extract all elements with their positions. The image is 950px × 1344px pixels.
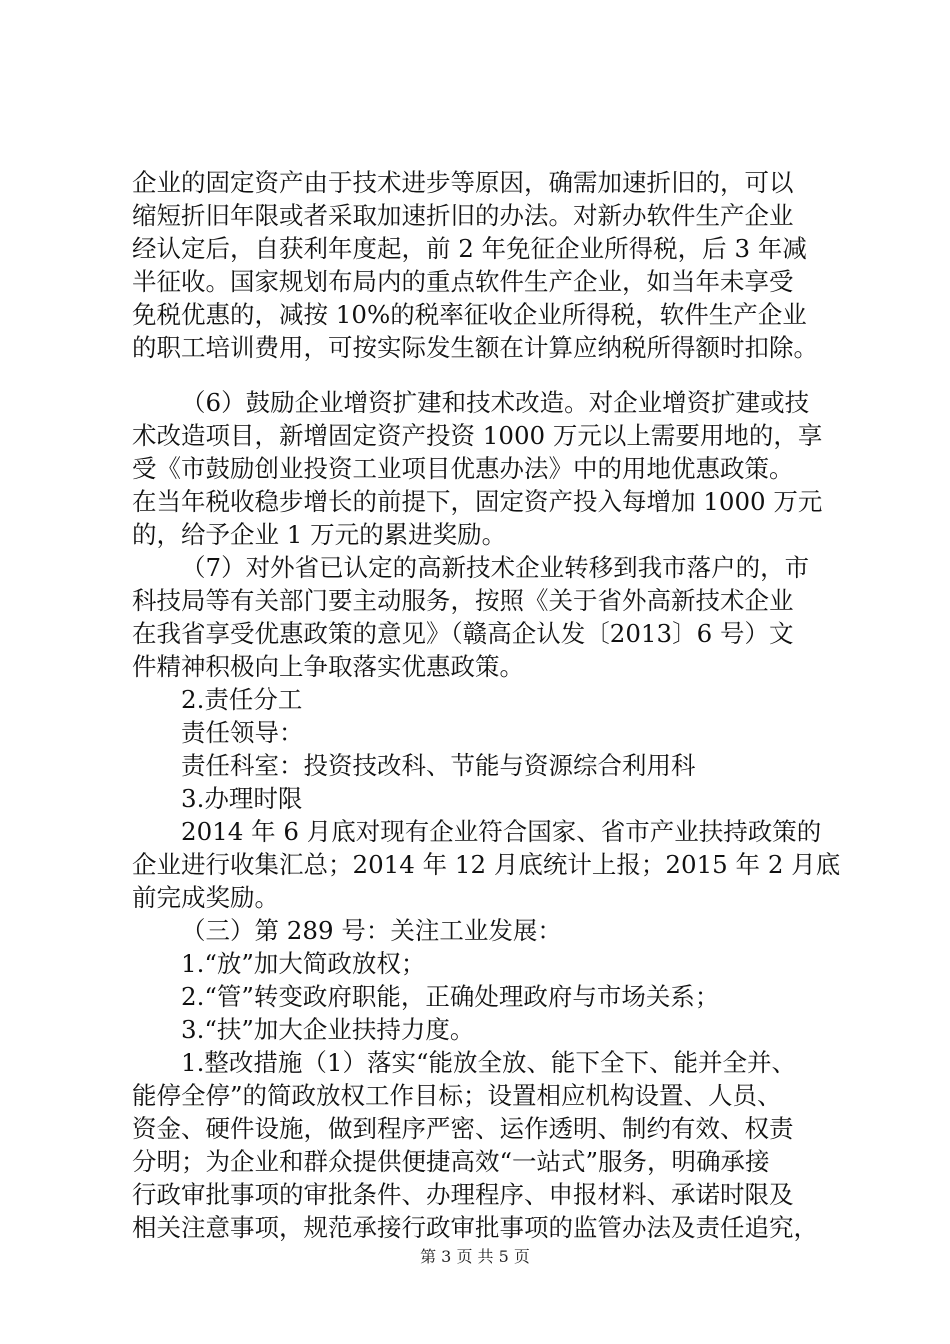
paragraph-measures [132, 1046, 844, 1244]
text-line: 经认定后，自获利年度起，前 2 年免征企业所得税，后 3 年减 [132, 234, 807, 263]
page-footer: 第 3 页 共 5 页 [420, 1247, 530, 1266]
list-item: 3.“扶”加大企业扶持力度。 [181, 1015, 475, 1044]
paragraph-item-6 [132, 386, 844, 551]
text-line: 企业的固定资产由于技术进步等原因，确需加速折旧的，可以 [132, 168, 794, 197]
list-item: 2.“管”转变政府职能，正确处理政府与市场关系； [181, 982, 720, 1011]
text-line: 科技局等有关部门要主动服务，按照《关于省外高新技术企业 [132, 586, 794, 615]
text-line: 半征收。国家规划布局内的重点软件生产企业，如当年未享受 [132, 267, 794, 296]
paragraph-item-7 [132, 551, 844, 683]
responsibility-heading: 2.责任分工 [181, 685, 303, 714]
text-line: 资金、硬件设施，做到程序严密、运作透明、制约有效、权责 [132, 1114, 794, 1143]
text-line: 2014 年 6 月底对现有企业符合国家、省市产业扶持政策的 [181, 817, 822, 846]
text-line: （6）鼓励企业增资扩建和技术改造。对企业增资扩建或技 [181, 388, 810, 417]
document-body [132, 166, 844, 1244]
section-3-list [132, 947, 844, 1046]
text-line: 分明；为企业和群众提供便捷高效“一站式”服务，明确承接 [132, 1147, 770, 1176]
text-line: 免税优惠的，减按 10%的税率征收企业所得税，软件生产企业 [132, 300, 807, 329]
text-line: 缩短折旧年限或者采取加速折旧的办法。对新办软件生产企业 [132, 201, 794, 230]
text-line: （7）对外省已认定的高新技术企业转移到我市落户的，市 [181, 553, 810, 582]
text-line: 受《市鼓励创业投资工业项目优惠办法》中的用地优惠政策。 [132, 454, 794, 483]
list-item: 1.“放”加大简政放权； [181, 949, 426, 978]
text-line: 的，给予企业 1 万元的累进奖励。 [132, 520, 507, 549]
text-line: 在当年税收稳步增长的前提下，固定资产投入每增加 1000 万元 [132, 487, 823, 516]
text-line: 前完成奖励。 [132, 883, 279, 912]
paragraph-deadline [132, 815, 844, 914]
text-line: 件精神积极向上争取落实优惠政策。 [132, 652, 524, 681]
paragraph-depreciation [132, 166, 844, 364]
responsible-department: 责任科室：投资技改科、节能与资源综合利用科 [181, 751, 696, 780]
text-line: 在我省享受优惠政策的意见》（赣高企认发〔2013〕6 号）文 [132, 619, 794, 648]
text-line: 能停全停”的简政放权工作目标；设置相应机构设置、人员、 [132, 1081, 782, 1110]
text-line: 企业进行收集汇总；2014 年 12 月底统计上报；2015 年 2 月底 [132, 850, 841, 879]
text-line: 行政审批事项的审批条件、办理程序、申报材料、承诺时限及 [132, 1180, 794, 1209]
text-line: 1.整改措施（1）落实“能放全放、能下全下、能并全并、 [181, 1048, 796, 1077]
deadline-heading: 3.办理时限 [181, 784, 303, 813]
text-line: 相关注意事项，规范承接行政审批事项的监管办法及责任追究， [132, 1213, 818, 1242]
responsible-leader: 责任领导： [181, 718, 304, 747]
text-line: 术改造项目，新增固定资产投资 1000 万元以上需要用地的，享 [132, 421, 823, 450]
section-3-heading: （三）第 289 号：关注工业发展： [181, 916, 562, 945]
text-line: 的职工培训费用，可按实际发生额在计算应纳税所得额时扣除。 [132, 333, 818, 362]
